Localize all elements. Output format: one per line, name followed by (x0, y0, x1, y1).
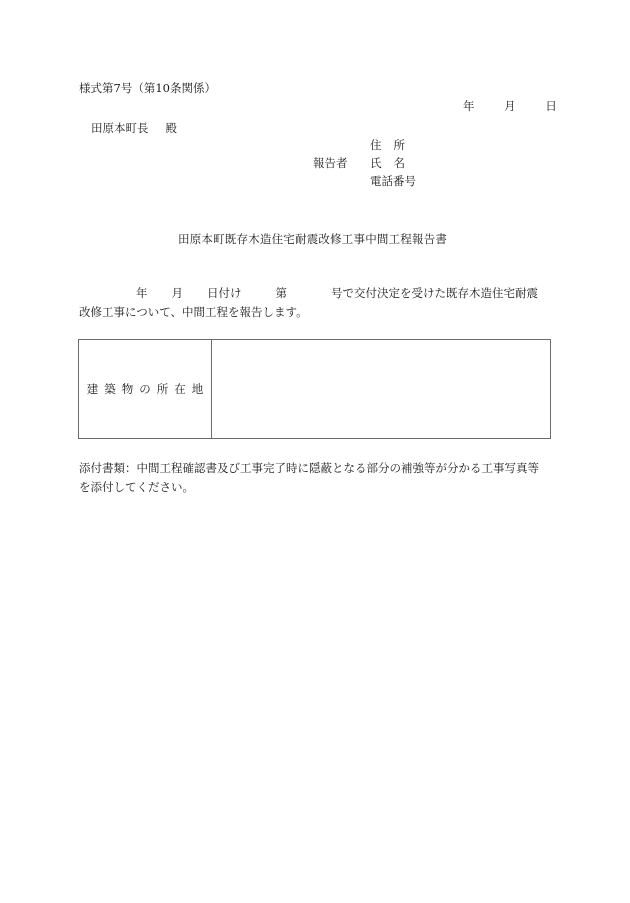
reporter-label: 報告者 (313, 156, 348, 170)
attachments-line-1: 添付書類：中間工程確認書及び工事完了時に隠蔽となる部分の補強等が分かる工事写真等 (79, 461, 539, 475)
form-number: 様式第7号（第10条関係） (79, 81, 216, 95)
reporter-fields (370, 138, 417, 192)
body-day-suffix: 日付け (207, 286, 242, 300)
body-line-1 (79, 286, 538, 300)
addressee-name: 田原本町長 (91, 121, 149, 135)
date-line (463, 99, 557, 113)
location-label: 建築物の所在地 (86, 382, 210, 396)
body-number-prefix: 第 (275, 286, 287, 300)
location-value-cell[interactable] (212, 340, 550, 438)
date-day-label: 日 (545, 99, 557, 113)
reporter-name-label: 氏名 (370, 156, 417, 170)
body-line-2: 改修工事について、中間工程を報告します。 (79, 305, 308, 319)
addressee (91, 121, 177, 135)
date-year-label: 年 (463, 99, 475, 113)
reporter-phone-label: 電話番号 (370, 174, 416, 188)
location-table (78, 339, 551, 439)
body-month-label: 月 (171, 286, 183, 300)
reporter-address-label: 住所 (370, 138, 417, 152)
document-title: 田原本町既存木造住宅耐震改修工事中間工程報告書 (178, 232, 448, 246)
addressee-honorific: 殿 (165, 121, 177, 135)
location-label-cell (79, 340, 212, 438)
body-year-label: 年 (136, 286, 148, 300)
attachments-line-2: を添付してください。 (79, 480, 194, 494)
body-line-1-rest: 号で交付決定を受けた既存木造住宅耐震 (331, 286, 538, 300)
date-month-label: 月 (504, 99, 516, 113)
